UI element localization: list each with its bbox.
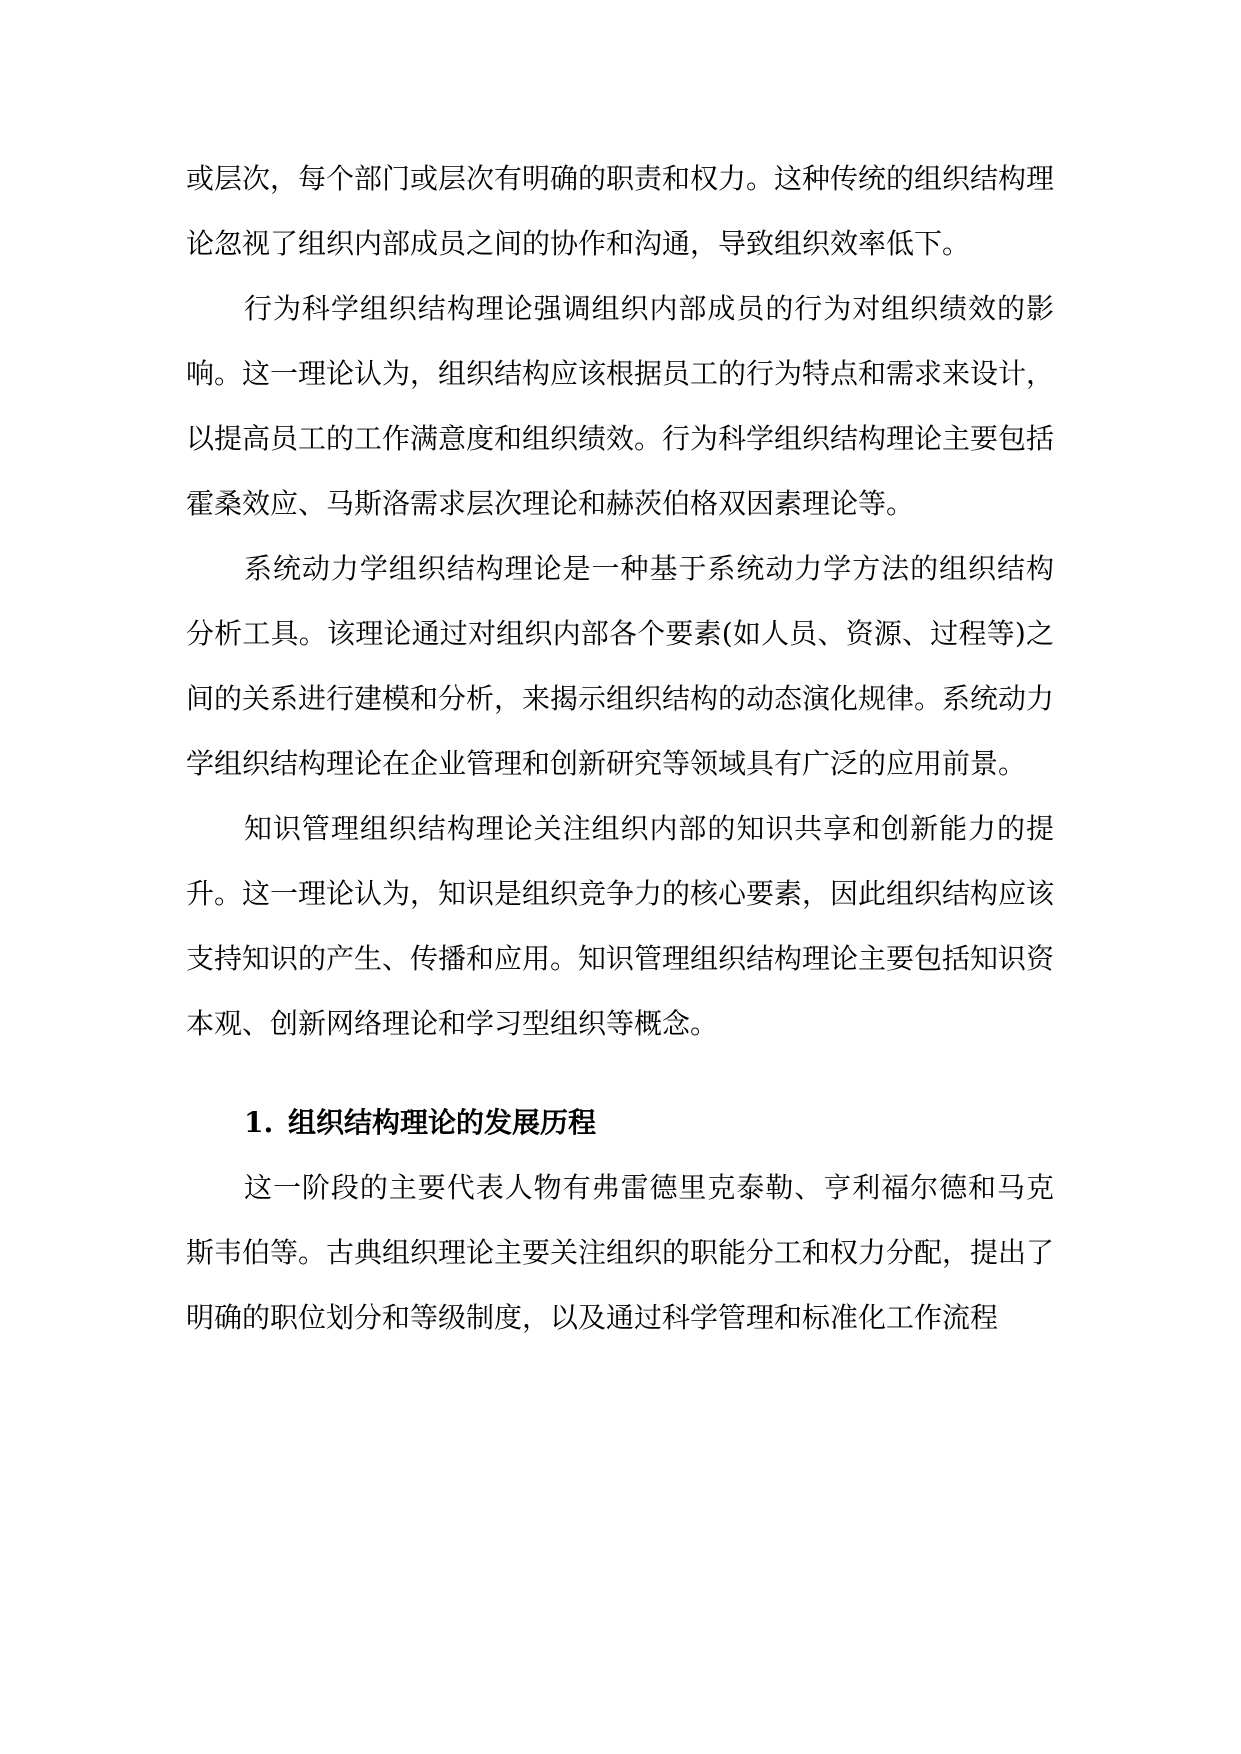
paragraph-3: 系统动力学组织结构理论是一种基于系统动力学方法的组织结构分析工具。该理论通过对组织内部各个要素(如人员、资源、过程等)之间的关系进行建模和分析，来揭示组织结构的动态演化规律。系统动力学组织结构理论在企业管理和创新研究等领域具有广泛的应用前景。 xyxy=(186,552,1055,780)
section-number: 1. xyxy=(244,1106,274,1139)
paragraph-2: 行为科学组织结构理论强调组织内部成员的行为对组织绩效的影响。这一理论认为，组织结构应该根据员工的行为特点和需求来设计，以提高员工的工作满意度和组织绩效。行为科学组织结构理论主要包括霍桑效应、马斯洛需求层次理论和赫茨伯格双因素理论等。 xyxy=(186,292,1055,520)
document-page xyxy=(186,146,1054,1350)
paragraph-5: 这一阶段的主要代表人物有弗雷德里克泰勒、亨利福尔德和马克斯韦伯等。古典组织理论主要关注组织的职能分工和权力分配，提出了明确的职位划分和等级制度，以及通过科学管理和标准化工作流程 xyxy=(186,1171,1055,1334)
section-title: 组织结构理论的发展历程 xyxy=(288,1106,597,1139)
paragraph-4: 知识管理组织结构理论关注组织内部的知识共享和创新能力的提升。这一理论认为，知识是组织竞争力的核心要素，因此组织结构应该支持知识的产生、传播和应用。知识管理组织结构理论主要包括知识资本观、创新网络理论和学习型组织等概念。 xyxy=(186,812,1055,1040)
section-heading xyxy=(186,1090,1054,1155)
paragraph-1: 或层次，每个部门或层次有明确的职责和权力。这种传统的组织结构理论忽视了组织内部成员之间的协作和沟通，导致组织效率低下。 xyxy=(186,162,1055,260)
